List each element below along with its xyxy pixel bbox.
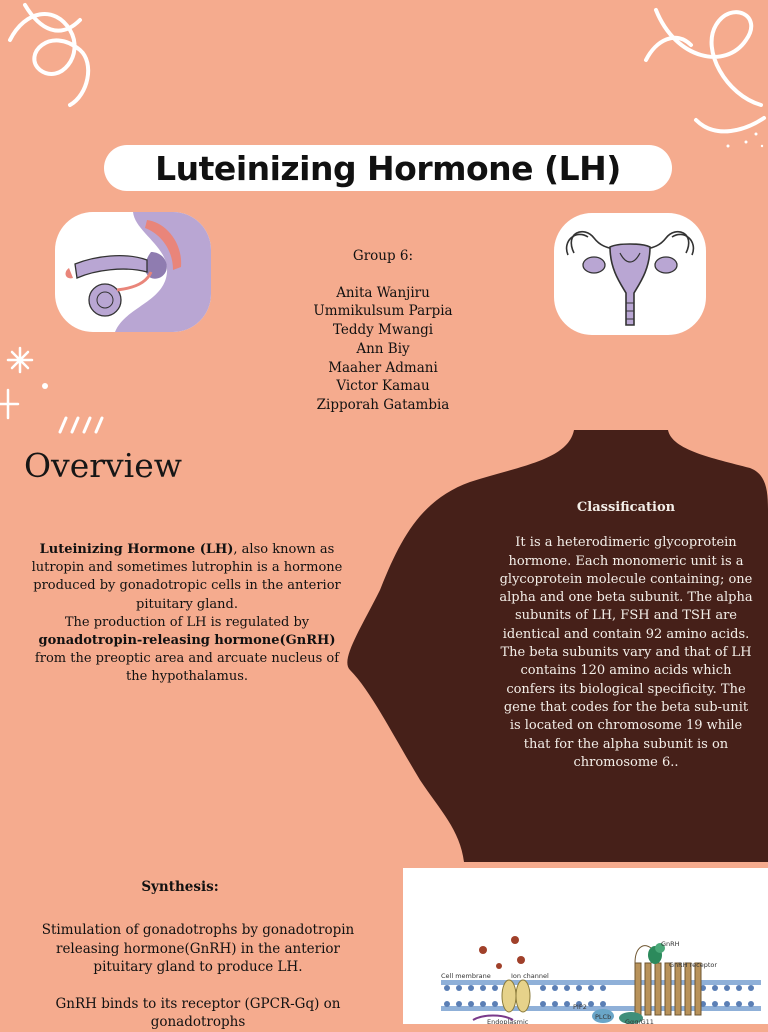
overview-heading: Overview <box>24 446 182 485</box>
label-ion-channel: Ion channel <box>511 972 549 980</box>
lh-term: Luteinizing Hormone (LH) <box>39 542 234 557</box>
label-cell-membrane: Cell membrane <box>441 972 491 980</box>
sparkle-decoration-left <box>0 340 120 440</box>
group-heading: Group 6: <box>352 248 414 264</box>
swirl-decoration-top-right <box>636 0 768 150</box>
overview-text: Luteinizing Hormone (LH), also known as lutropin and sometimes lutrophin is a hormone produced by gonadotropic cells in the anterior pituitary gland. The production of LH is regulated by gonadotropin-releasing hormone(GnRH) from the preoptic area and arcuate nucleus of the hypothalamus. <box>31 542 343 685</box>
label-plc: PLCb <box>595 1013 612 1021</box>
swirl-decoration-top-left <box>0 0 110 120</box>
synthesis-para-2: GnRH binds to its receptor (GPCR-Gq) on gonadotrophs <box>55 995 341 1030</box>
classification-text <box>498 499 754 772</box>
group-members <box>278 247 488 415</box>
gnrh-term: gonadotropin-releasing hormone(GnRH) <box>38 633 336 649</box>
label-gq: Gαq/G11 <box>625 1018 654 1024</box>
classification-heading: Classification <box>576 500 676 515</box>
page-title: Luteinizing Hormone (LH) <box>155 148 621 188</box>
synthesis-para-1: Stimulation of gonadotrophs by gonadotropin releasing hormone(GnRH) in the anterior pituitary gland to produce LH. <box>41 922 355 975</box>
member-name: Teddy Mwangi <box>332 322 434 339</box>
synthesis-text <box>28 921 368 1032</box>
gnrh-signaling-diagram <box>403 868 768 1024</box>
label-pip2: PIP2 <box>573 1003 587 1011</box>
label-gnrh: GnRH <box>661 940 680 948</box>
member-name: Victor Kamau <box>336 378 430 395</box>
member-name: Maaher Admani <box>328 359 438 376</box>
membrane <box>441 980 761 1011</box>
synthesis-heading: Synthesis: <box>141 879 219 895</box>
member-name: Zipporah Gatambia <box>316 396 450 413</box>
title-banner <box>104 145 672 191</box>
male-anatomy-illustration <box>55 212 211 332</box>
member-name: Anita Wanjiru <box>336 284 430 301</box>
gnrh-receptor-shape <box>635 963 701 1015</box>
female-anatomy-illustration <box>554 213 706 335</box>
member-name: Ann Biy <box>356 340 410 357</box>
label-er: Endoplasmic <box>487 1018 529 1024</box>
label-gnrh-receptor: GnRH receptor <box>669 961 718 969</box>
classification-body: It is a heterodimeric glycoprotein hormone. Each monomeric unit is a glycoprotein molecule containing; one alpha and one beta subunit. The alpha subunits of LH, FSH and TSH are identical and contain 92 amino acids. The beta subunits vary and that of LH contains 120 amino acids which confers its biological specificity. The gene that codes for the beta sub-unit is located on chromosome 19 while that for the alpha subunit is on chromosome 6.. <box>499 535 753 770</box>
member-name: Ummikulsum Parpia <box>313 303 453 320</box>
